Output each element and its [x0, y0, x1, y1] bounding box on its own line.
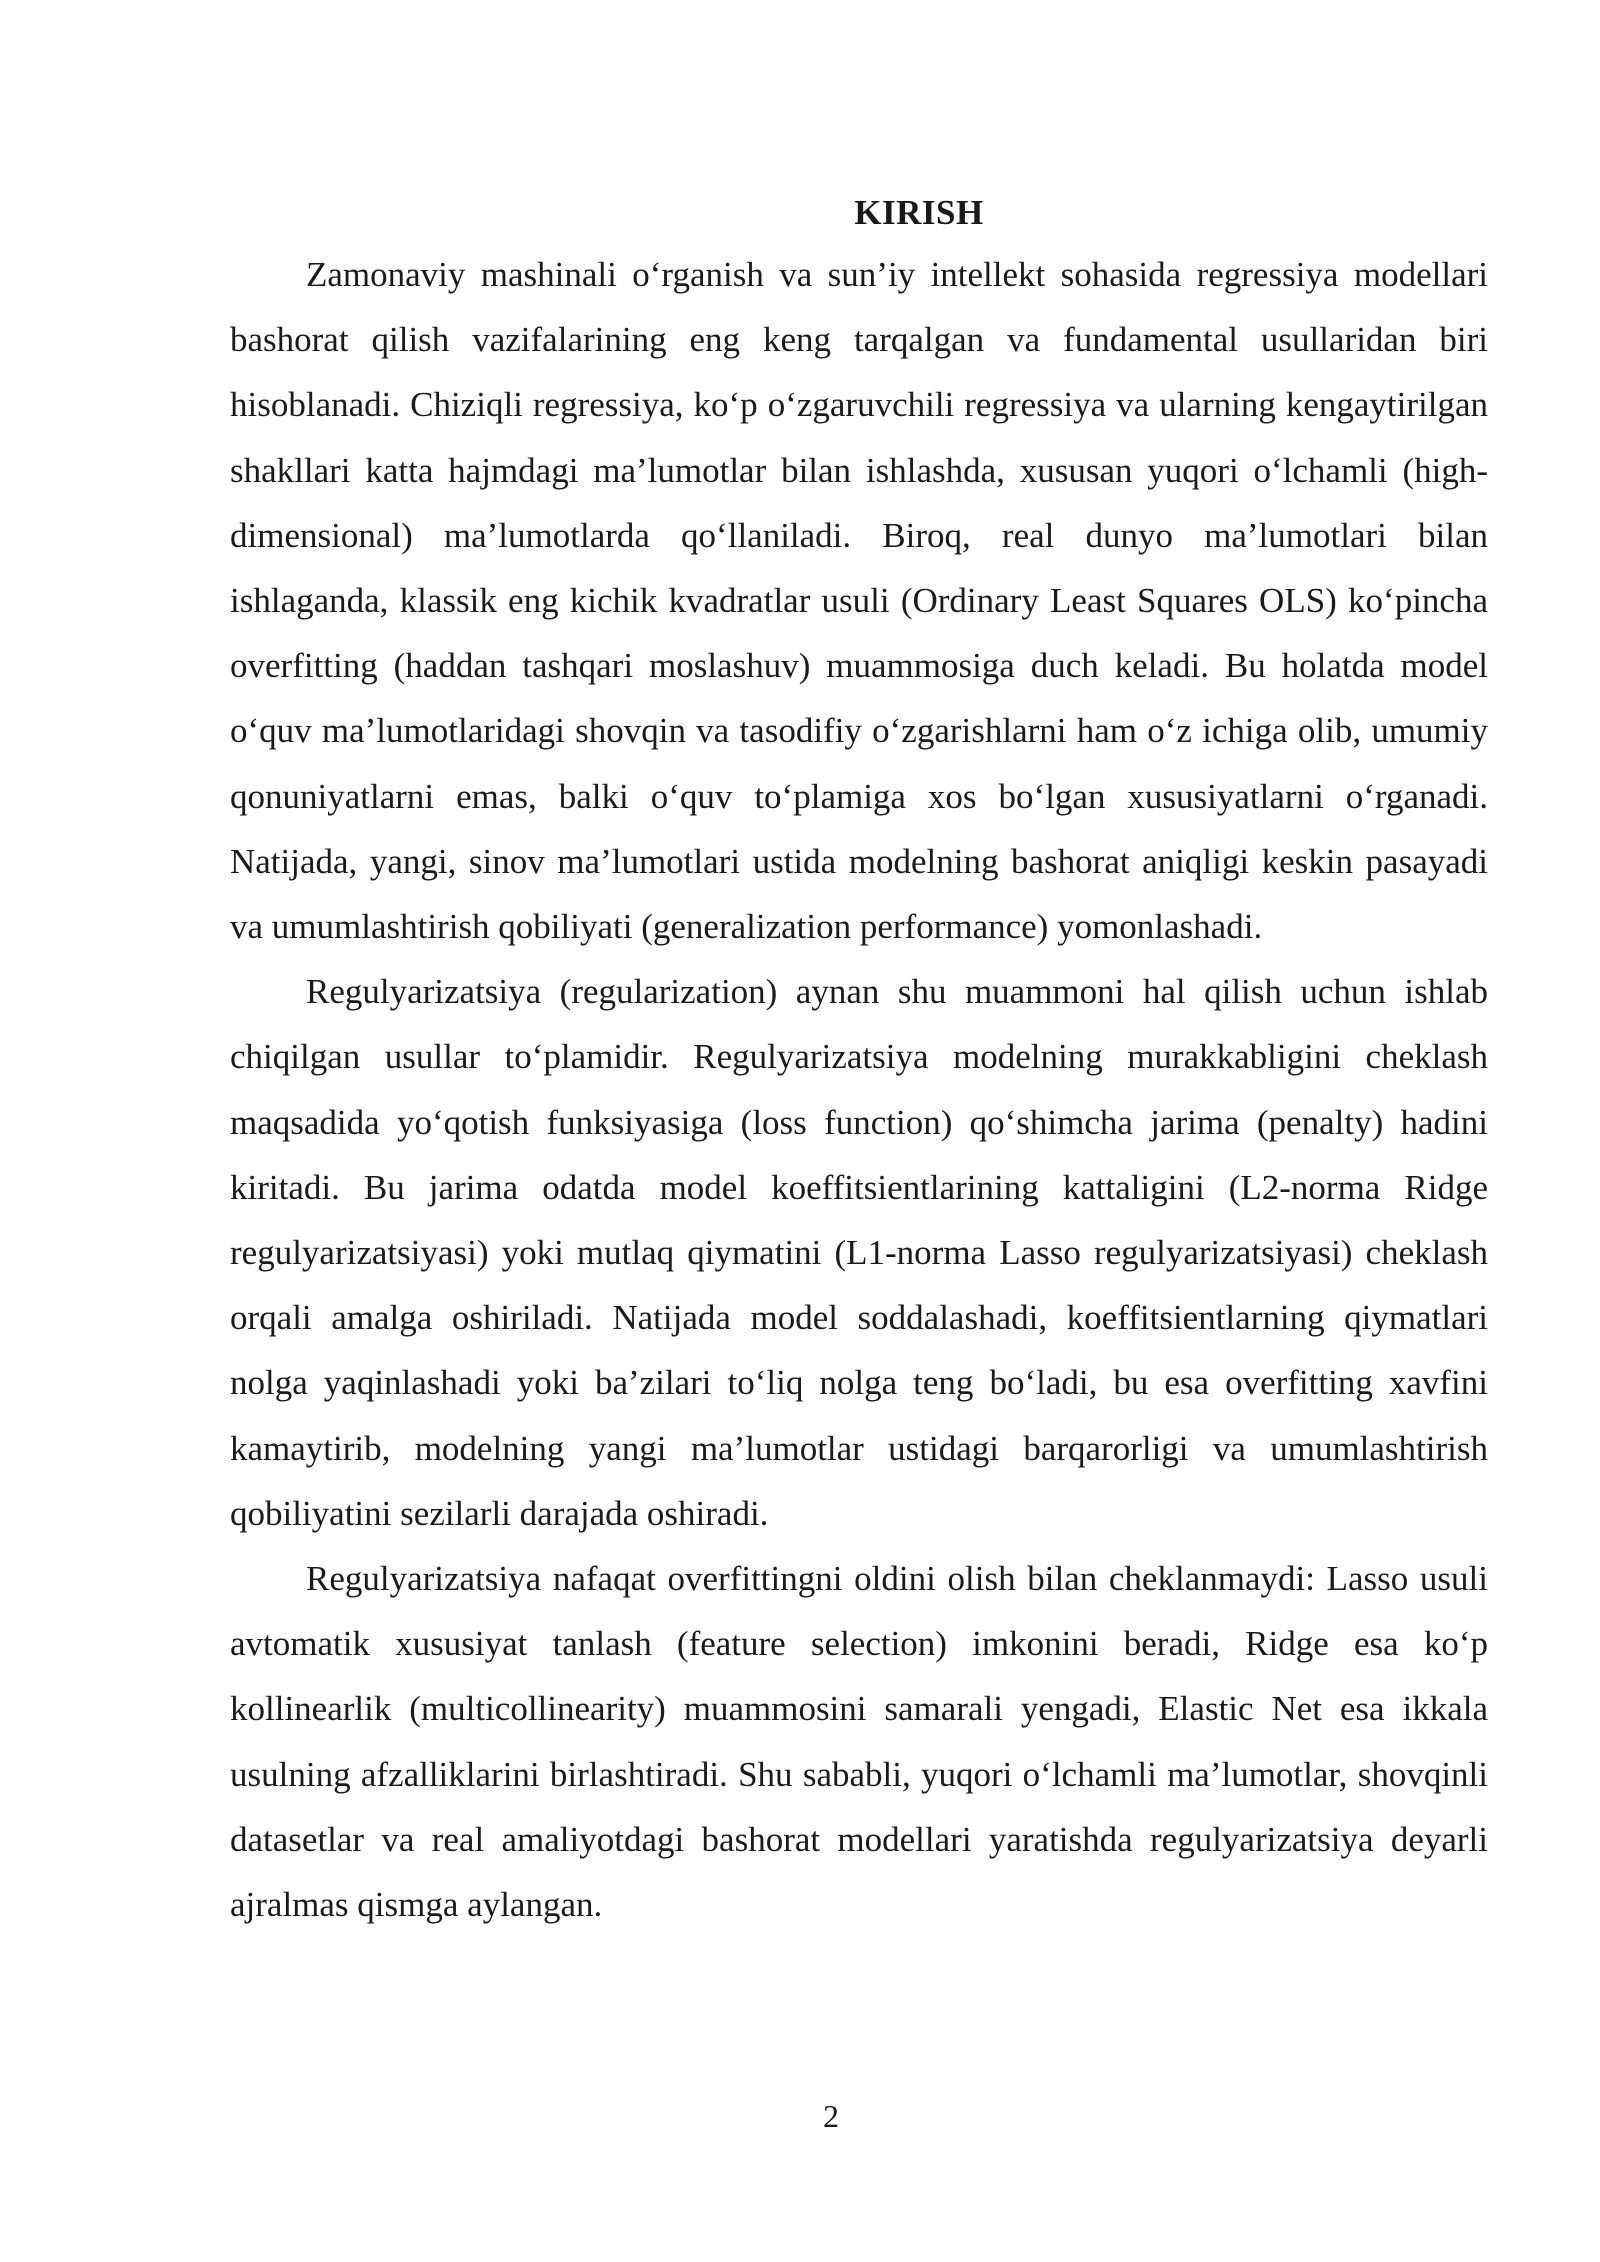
page-number: 2 — [823, 2098, 839, 2134]
page-body — [230, 188, 1488, 1937]
section-heading: KIRISH — [854, 193, 984, 232]
paragraph-intro: Zamonaviy mashinali o‘rganish va sun’iy intellekt sohasida regressiya modellari bashorat qilish vazifalarining eng keng tarqalgan va fundamental usullaridan biri hisoblanadi. Chiziqli regressiya, ko‘p o‘zgaruvchili regressiya va ularning kengaytirilgan shakllari katta hajmdagi ma’lumotlar bilan ishlashda, xususan yuqori o‘lchamli (high-dimensional) ma’lumotlarda qo‘llaniladi. Biroq, real dunyo ma’lumotlari bilan ishlaganda, klassik eng kichik kvadratlar usuli (Ordinary Least Squares OLS) ko‘pincha overfitting (haddan tashqari moslashuv) muammosiga duch keladi. Bu holatda model o‘quv ma’lumotlaridagi shovqin va tasodifiy o‘zgarishlarni ham o‘z ichiga olib, umumiy qonuniyatlarni emas, balki o‘quv to‘plamiga xos bo‘lgan xususiyatlarni o‘rganadi. Natijada, yangi, sinov ma’lumotlari ustida modelning bashorat aniqligi keskin pasayadi va umumlashtirish qobiliyati (generalization performance) yomonlashadi. — [230, 255, 1488, 947]
paragraph-regularization: Regulyarizatsiya (regularization) aynan shu muammoni hal qilish uchun ishlab chiqilgan usullar to‘plamidir. Regulyarizatsiya modelning murakkabligini cheklash maqsadida yo‘qotish funksiyasiga (loss function) qo‘shimcha jarima (penalty) hadini kiritadi. Bu jarima odatda model koeffitsientlarining kattaligini (L2-norma Ridge regulyarizatsiyasi) yoki mutlaq qiymatini (L1-norma Lasso regulyarizatsiyasi) cheklash orqali amalga oshiriladi. Natijada model soddalashadi, koeffitsientlarning qiymatlari nolga yaqinlashadi yoki ba’zilari to‘liq nolga teng bo‘ladi, bu esa overfitting xavfini kamaytirib, modelning yangi ma’lumotlar ustidagi barqarorligi va umumlashtirish qobiliyatini sezilarli darajada oshiradi. — [230, 972, 1488, 1533]
paragraph-methods: Regulyarizatsiya nafaqat overfittingni oldini olish bilan cheklanmaydi: Lasso usuli avtomatik xususiyat tanlash (feature selection) imkonini beradi, Ridge esa ko‘p kollinearlik (multicollinearity) muammosini samarali yengadi, Elastic Net esa ikkala usulning afzalliklarini birlashtiradi. Shu sababli, yuqori o‘lchamli ma’lumotlar, shovqinli datasetlar va real amaliyotdagi bashorat modellari yaratishda regulyarizatsiya deyarli ajralmas qismga aylangan. — [230, 1559, 1488, 1925]
